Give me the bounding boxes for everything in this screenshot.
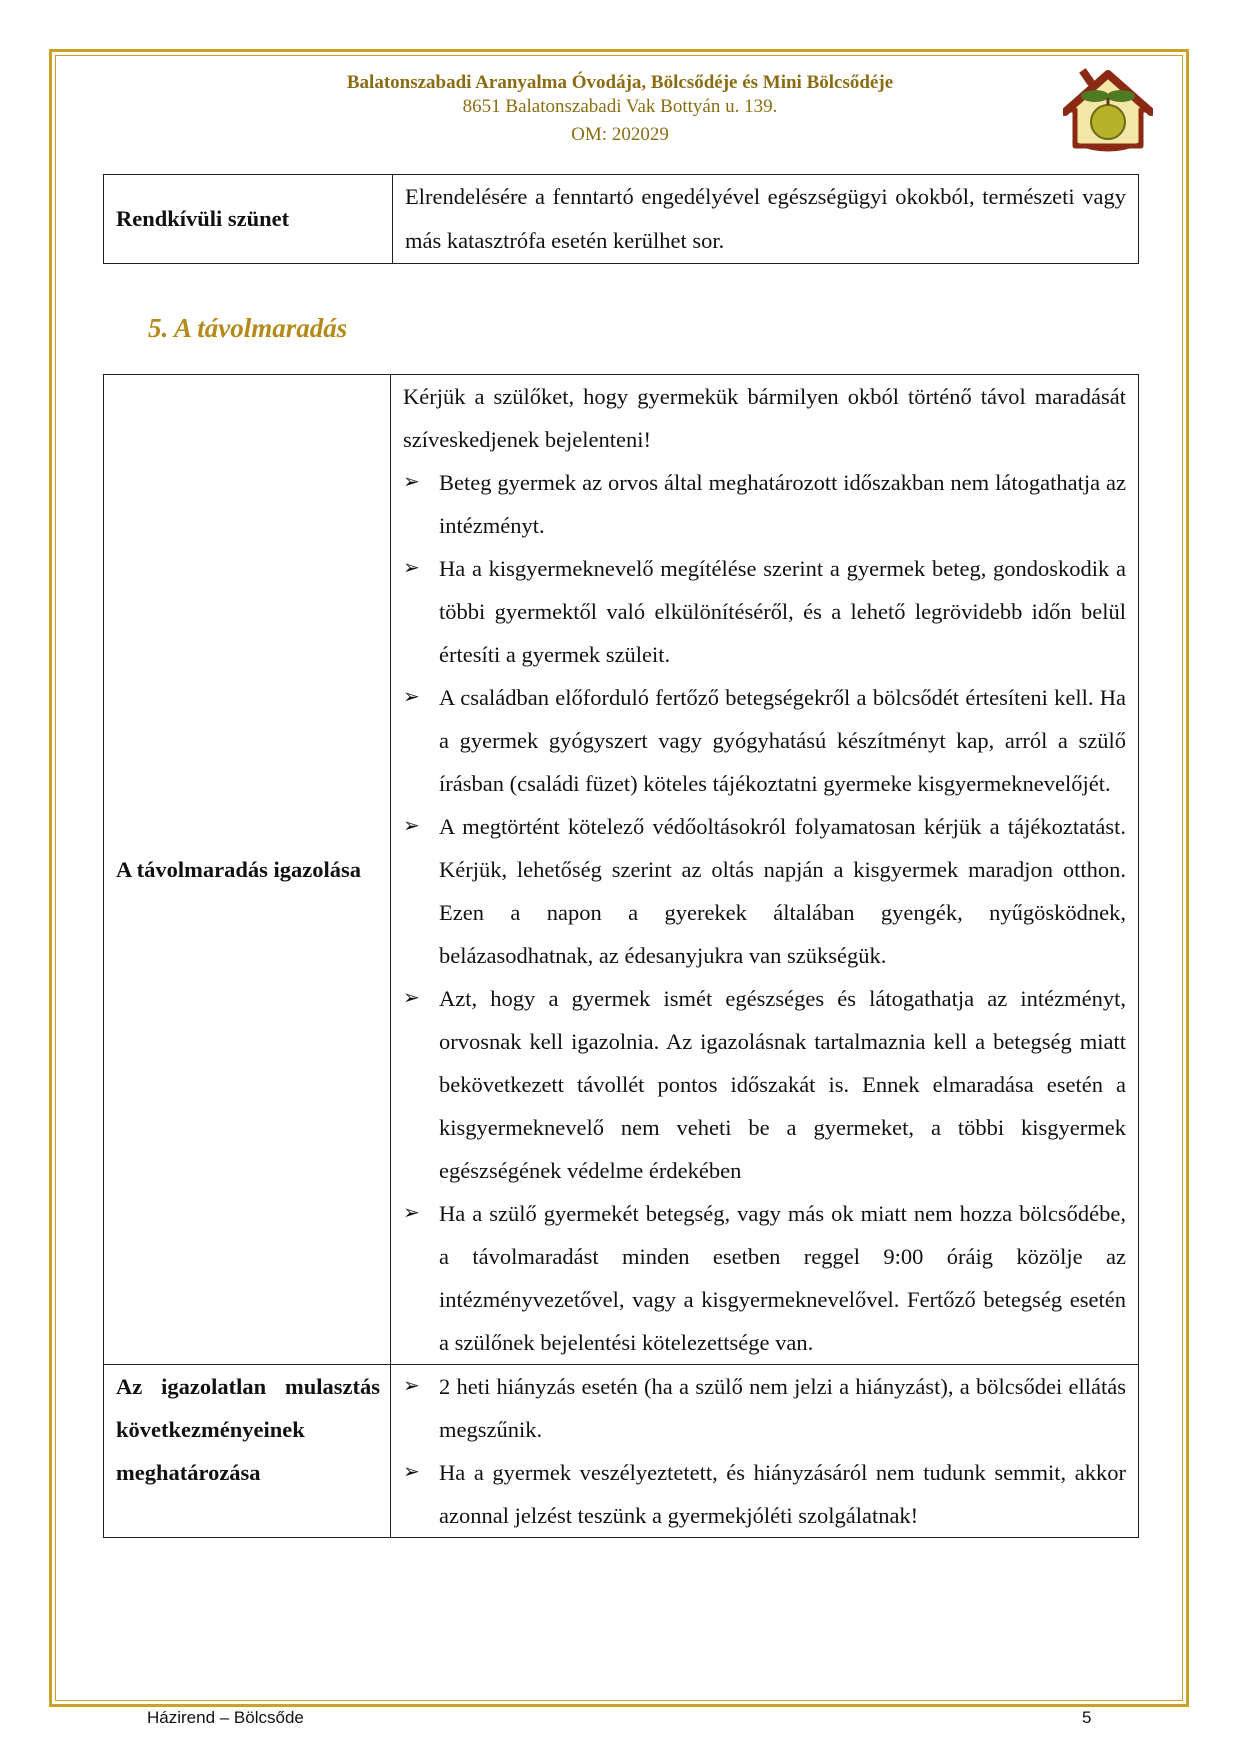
list-item-text: Beteg gyermek az orvos által meghatározott időszakban nem látogathatja az intézményt. [439,470,1126,538]
section-title: 5. A távolmaradás [148,313,348,343]
page-number: 5 [1082,1708,1092,1727]
list-item [403,1192,1126,1364]
institution-name: Balatonszabadi Aranyalma Óvodája, Bölcsődéje és Mini Bölcsődéje [346,72,894,93]
arrow-bullet-icon: ➢ [403,471,420,493]
row-content-absence-proof [391,375,1139,1365]
apple-house-logo [1063,66,1153,152]
unexcused-list [403,1365,1126,1537]
list-item [403,805,1126,977]
table-row [104,175,1139,264]
arrow-bullet-icon: ➢ [403,1202,420,1224]
list-item [403,547,1126,676]
table-row [104,375,1139,1365]
list-item-text: Azt, hogy a gyermek ismét egészséges és látogathatja az intézményt, orvosnak kell igazolnia. Az igazolásnak tartalmaznia kell a betegség miatt bekövetkezett távollét pontos időszakát is. Ennek elmaradása esetén a kisgyermeknevelő nem veheti be a gyermeket, a többi kisgyermek egészségének védelme érdekében [439,986,1126,1183]
row-content: Elrendelésére a fenntartó engedélyével egészségügyi okokból, természeti vagy más katasztrófa esetén kerülhet sor. [393,175,1139,264]
row-label-unexcused [104,1365,391,1538]
row-label: Rendkívüli szünet [104,175,393,264]
list-item-text: Ha a szülő gyermekét betegség, vagy más ok miatt nem hozza bölcsődébe, a távolmaradást minden esetben reggel 9:00 óráig közölje az intézményvezetővel, vagy a kisgyermeknevelővel. Fertőző betegség esetén a szülőnek bejelentési kötelezettsége van. [439,1201,1126,1355]
institution-om: OM: 202029 [571,124,669,145]
list-item-text: A családban előforduló fertőző betegségekről a bölcsődét értesíteni kell. Ha a gyermek gyógyszert vagy gyógyhatású készítményt kap, arról a szülő írásban (családi füzet) köteles tájékoztatni gyermeke kisgyermeknevelőjét. [439,685,1126,796]
arrow-bullet-icon: ➢ [403,686,420,708]
list-item-text: 2 heti hiányzás esetén (ha a szülő nem jelzi a hiányzást), a bölcsődei ellátás megszűnik. [439,1374,1126,1442]
table-absence [103,374,1139,1538]
list-item [403,676,1126,805]
row-content-unexcused [391,1365,1139,1538]
arrow-bullet-icon: ➢ [403,987,420,1009]
list-item-text: Ha a kisgyermeknevelő megítélése szerint a gyermek beteg, gondoskodik a többi gyermektől való elkülönítéséről, és a lehető legrövidebb időn belül értesíti a gyermek szüleit. [439,556,1126,667]
list-item [403,977,1126,1192]
row-label-text: Az igazolatlan mulasztás következményeinek meghatározása [116,1374,380,1485]
table-extraordinary-break [103,174,1139,264]
row-label-text: A távolmaradás igazolása [116,857,361,882]
arrow-bullet-icon: ➢ [403,815,420,837]
arrow-bullet-icon: ➢ [403,1461,420,1483]
list-item-text: Ha a gyermek veszélyeztetett, és hiányzásáról nem tudunk semmit, akkor azonnal jelzést teszünk a gyermekjóléti szolgálatnak! [439,1460,1126,1528]
arrow-bullet-icon: ➢ [403,557,420,579]
list-item [403,1365,1126,1451]
footer-title: Házirend – Bölcsőde [147,1708,304,1727]
row-label-absence-proof [104,375,391,1365]
arrow-bullet-icon: ➢ [403,1375,420,1397]
table-row [104,1365,1139,1538]
list-item-text: A megtörtént kötelező védőoltásokról folyamatosan kérjük a tájékoztatást. Kérjük, lehetőség szerint az oltás napján a kisgyermek maradjon otthon. Ezen a napon a gyerekek általában gyengék, nyűgösködnek, belázasodhatnak, az édesanyjukra van szükségük. [439,814,1126,968]
list-item [403,1451,1126,1537]
absence-rules-list [403,461,1126,1364]
absence-intro: Kérjük a szülőket, hogy gyermekük bármilyen okból történő távol maradását szíveskedjenek bejelenteni! [403,384,1126,452]
list-item [403,461,1126,547]
institution-address: 8651 Balatonszabadi Vak Bottyán u. 139. [462,96,778,117]
